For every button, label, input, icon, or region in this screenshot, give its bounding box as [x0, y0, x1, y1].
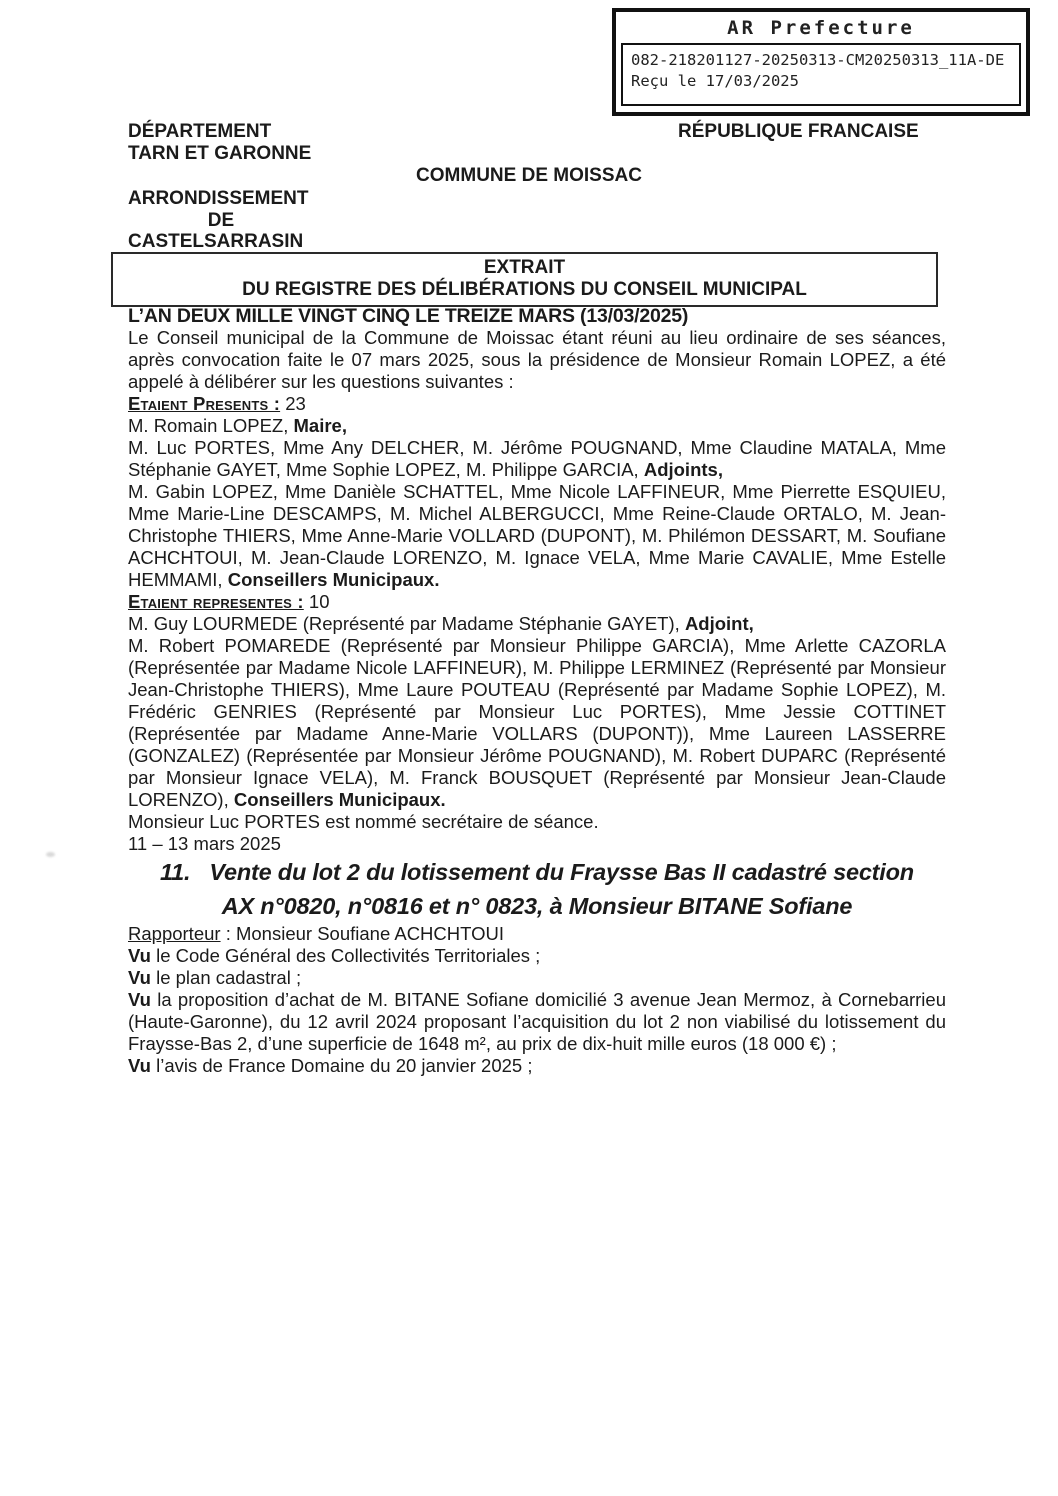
- stamp-code: 082-218201127-20250313-CM20250313_11A-DE: [631, 51, 1005, 69]
- stamp-title: AR Prefecture: [727, 17, 915, 39]
- representes-count: 10: [303, 591, 330, 612]
- vu-text-1: le Code Général des Collectivités Territoriales ;: [150, 945, 541, 966]
- scan-artifact-mark: [46, 852, 55, 857]
- adjoints-list: [128, 437, 946, 481]
- conseillers-names: M. Gabin LOPEZ, Mme Danièle SCHATTEL, Mme Nicole LAFFINEUR, Mme Pierrette ESQUIEU, Mme Marie-Line DESCAMPS, M. Michel ALBERGUCCI, Mme Reine-Claude ORTALO, M. Jean-Christophe THIERS, Mme Anne-Marie VOLLARD (DUPONT), M. Philémon DESSART, M. Soufiane ACHCHTOUI, M. Jean-Claude LORENZO, M. Ignace VELA, Mme Marie CAVALIE, Mme Estelle HEMMAMI,: [128, 481, 946, 590]
- item-title: [128, 855, 946, 923]
- adjoint-represente-name: M. Guy LOURMEDE (Représenté par Madame Stéphanie GAYET),: [128, 613, 685, 634]
- item-reference: 11 – 13 mars 2025: [128, 833, 281, 854]
- session-dateline: L’AN DEUX MILLE VINGT CINQ LE TREIZE MARS (13/03/2025): [128, 305, 689, 327]
- presents-count: 23: [280, 393, 306, 414]
- extrait-line1: EXTRAIT: [483, 257, 566, 278]
- extrait-title-box: [111, 252, 938, 307]
- rapporteur-line: [128, 923, 946, 945]
- adjoint-represente-line: [128, 613, 946, 635]
- session-intro: Le Conseil municipal de la Commune de Moissac étant réuni au lieu ordinaire de ses séances, après convocation faite le 07 mars 2025, sous la présidence de Monsieur Romain LOPEZ, a été appelé à délibérer sur les questions suivantes :: [128, 327, 946, 392]
- conseillers-list: [128, 481, 946, 591]
- department-block: [128, 121, 311, 165]
- commune-title: COMMUNE DE MOISSAC: [416, 165, 642, 186]
- rapporteur-name: : Monsieur Soufiane ACHCHTOUI: [220, 923, 504, 944]
- department-label: DÉPARTEMENT: [128, 121, 272, 142]
- representes-list: [128, 635, 946, 811]
- department-name: TARN ET GARONNE: [128, 143, 312, 164]
- vu-clause-2: [128, 967, 946, 989]
- maire-line: [128, 415, 946, 437]
- arrondissement-de: DE: [207, 209, 235, 231]
- extrait-line2: DU REGISTRE DES DÉLIBÉRATIONS DU CONSEIL MUNICIPAL: [242, 279, 807, 300]
- document-body: [128, 305, 946, 1077]
- item-title-line2: AX n°0820, n°0816 et n° 0823, à Monsieur BITANE Sofiane: [221, 893, 853, 919]
- maire-title: Maire,: [293, 415, 347, 436]
- representes-heading: [128, 591, 946, 613]
- adjoints-title: Adjoints,: [643, 459, 723, 480]
- item-title-line1: 11. Vente du lot 2 du lotissement du Fraysse Bas II cadastré section: [160, 859, 914, 885]
- vu-label-4: Vu: [128, 1055, 151, 1076]
- vu-label-2: Vu: [128, 967, 151, 988]
- arrondissement-name: CASTELSARRASIN: [128, 231, 304, 252]
- secretaire-line: Monsieur Luc PORTES est nommé secrétaire de séance.: [128, 811, 599, 832]
- maire-name: M. Romain LOPEZ,: [128, 415, 294, 436]
- stamp-details: [621, 43, 1021, 106]
- republique-label: RÉPUBLIQUE FRANCAISE: [678, 121, 919, 142]
- vu-clause-1: [128, 945, 946, 967]
- presents-label: Etaient Presents :: [128, 393, 281, 414]
- vu-label-1: Vu: [128, 945, 151, 966]
- vu-clause-3: [128, 989, 946, 1055]
- vu-text-2: le plan cadastral ;: [150, 967, 302, 988]
- vu-label-3: Vu: [128, 989, 151, 1010]
- vu-clause-4: [128, 1055, 946, 1077]
- representes-label: Etaient representes :: [128, 591, 304, 612]
- rapporteur-label: Rapporteur: [128, 923, 221, 944]
- representes-names: M. Robert POMAREDE (Représenté par Monsieur Philippe GARCIA), Mme Arlette CAZORLA (Représentée par Madame Nicole LAFFINEUR), M. Philippe LERMINEZ (Représenté par Monsieur Jean-Christophe THIERS), Mme Laure POUTEAU (Représenté par Madame Sophie LOPEZ), M. Frédéric GENRIES (Représenté par Monsieur Luc PORTES), Mme Jessie COTTINET (Représentée par Madame Anne-Marie VOLLARS (DUPONT)), Mme Laureen LASSERRE (GONZALEZ) (Représentée par Monsieur Jérôme POUGNAND), M. Robert DUPARC (Représenté par Monsieur Ignace VELA), M. Franck BOUSQUET (Représenté par Monsieur Jean-Claude LORENZO),: [128, 635, 946, 810]
- representes-title: Conseillers Municipaux.: [233, 789, 446, 810]
- vu-text-3: la proposition d’achat de M. BITANE Sofiane domicilié 3 avenue Jean Mermoz, à Cornebarrieu (Haute-Garonne), du 12 avril 2024 proposant l’acquisition du lot 2 non viabilisé du lotissement du Fraysse-Bas 2, d’une superficie de 1648 m², au prix de dix-huit mille euros (18 000 €) ;: [128, 989, 946, 1054]
- conseillers-title: Conseillers Municipaux.: [227, 569, 440, 590]
- adjoint-represente-title: Adjoint,: [684, 613, 754, 634]
- vu-text-4: l’avis de France Domaine du 20 janvier 2025 ;: [150, 1055, 533, 1076]
- arrondissement-block: [128, 188, 314, 253]
- prefecture-stamp: [612, 8, 1030, 116]
- stamp-received-date: Reçu le 17/03/2025: [631, 72, 799, 90]
- adjoints-names: M. Luc PORTES, Mme Any DELCHER, M. Jérôme POUGNAND, Mme Claudine MATALA, Mme Stéphanie GAYET, Mme Sophie LOPEZ, M. Philippe GARCIA,: [128, 437, 946, 480]
- arrondissement-label: ARRONDISSEMENT: [128, 188, 309, 209]
- presents-heading: [128, 393, 946, 415]
